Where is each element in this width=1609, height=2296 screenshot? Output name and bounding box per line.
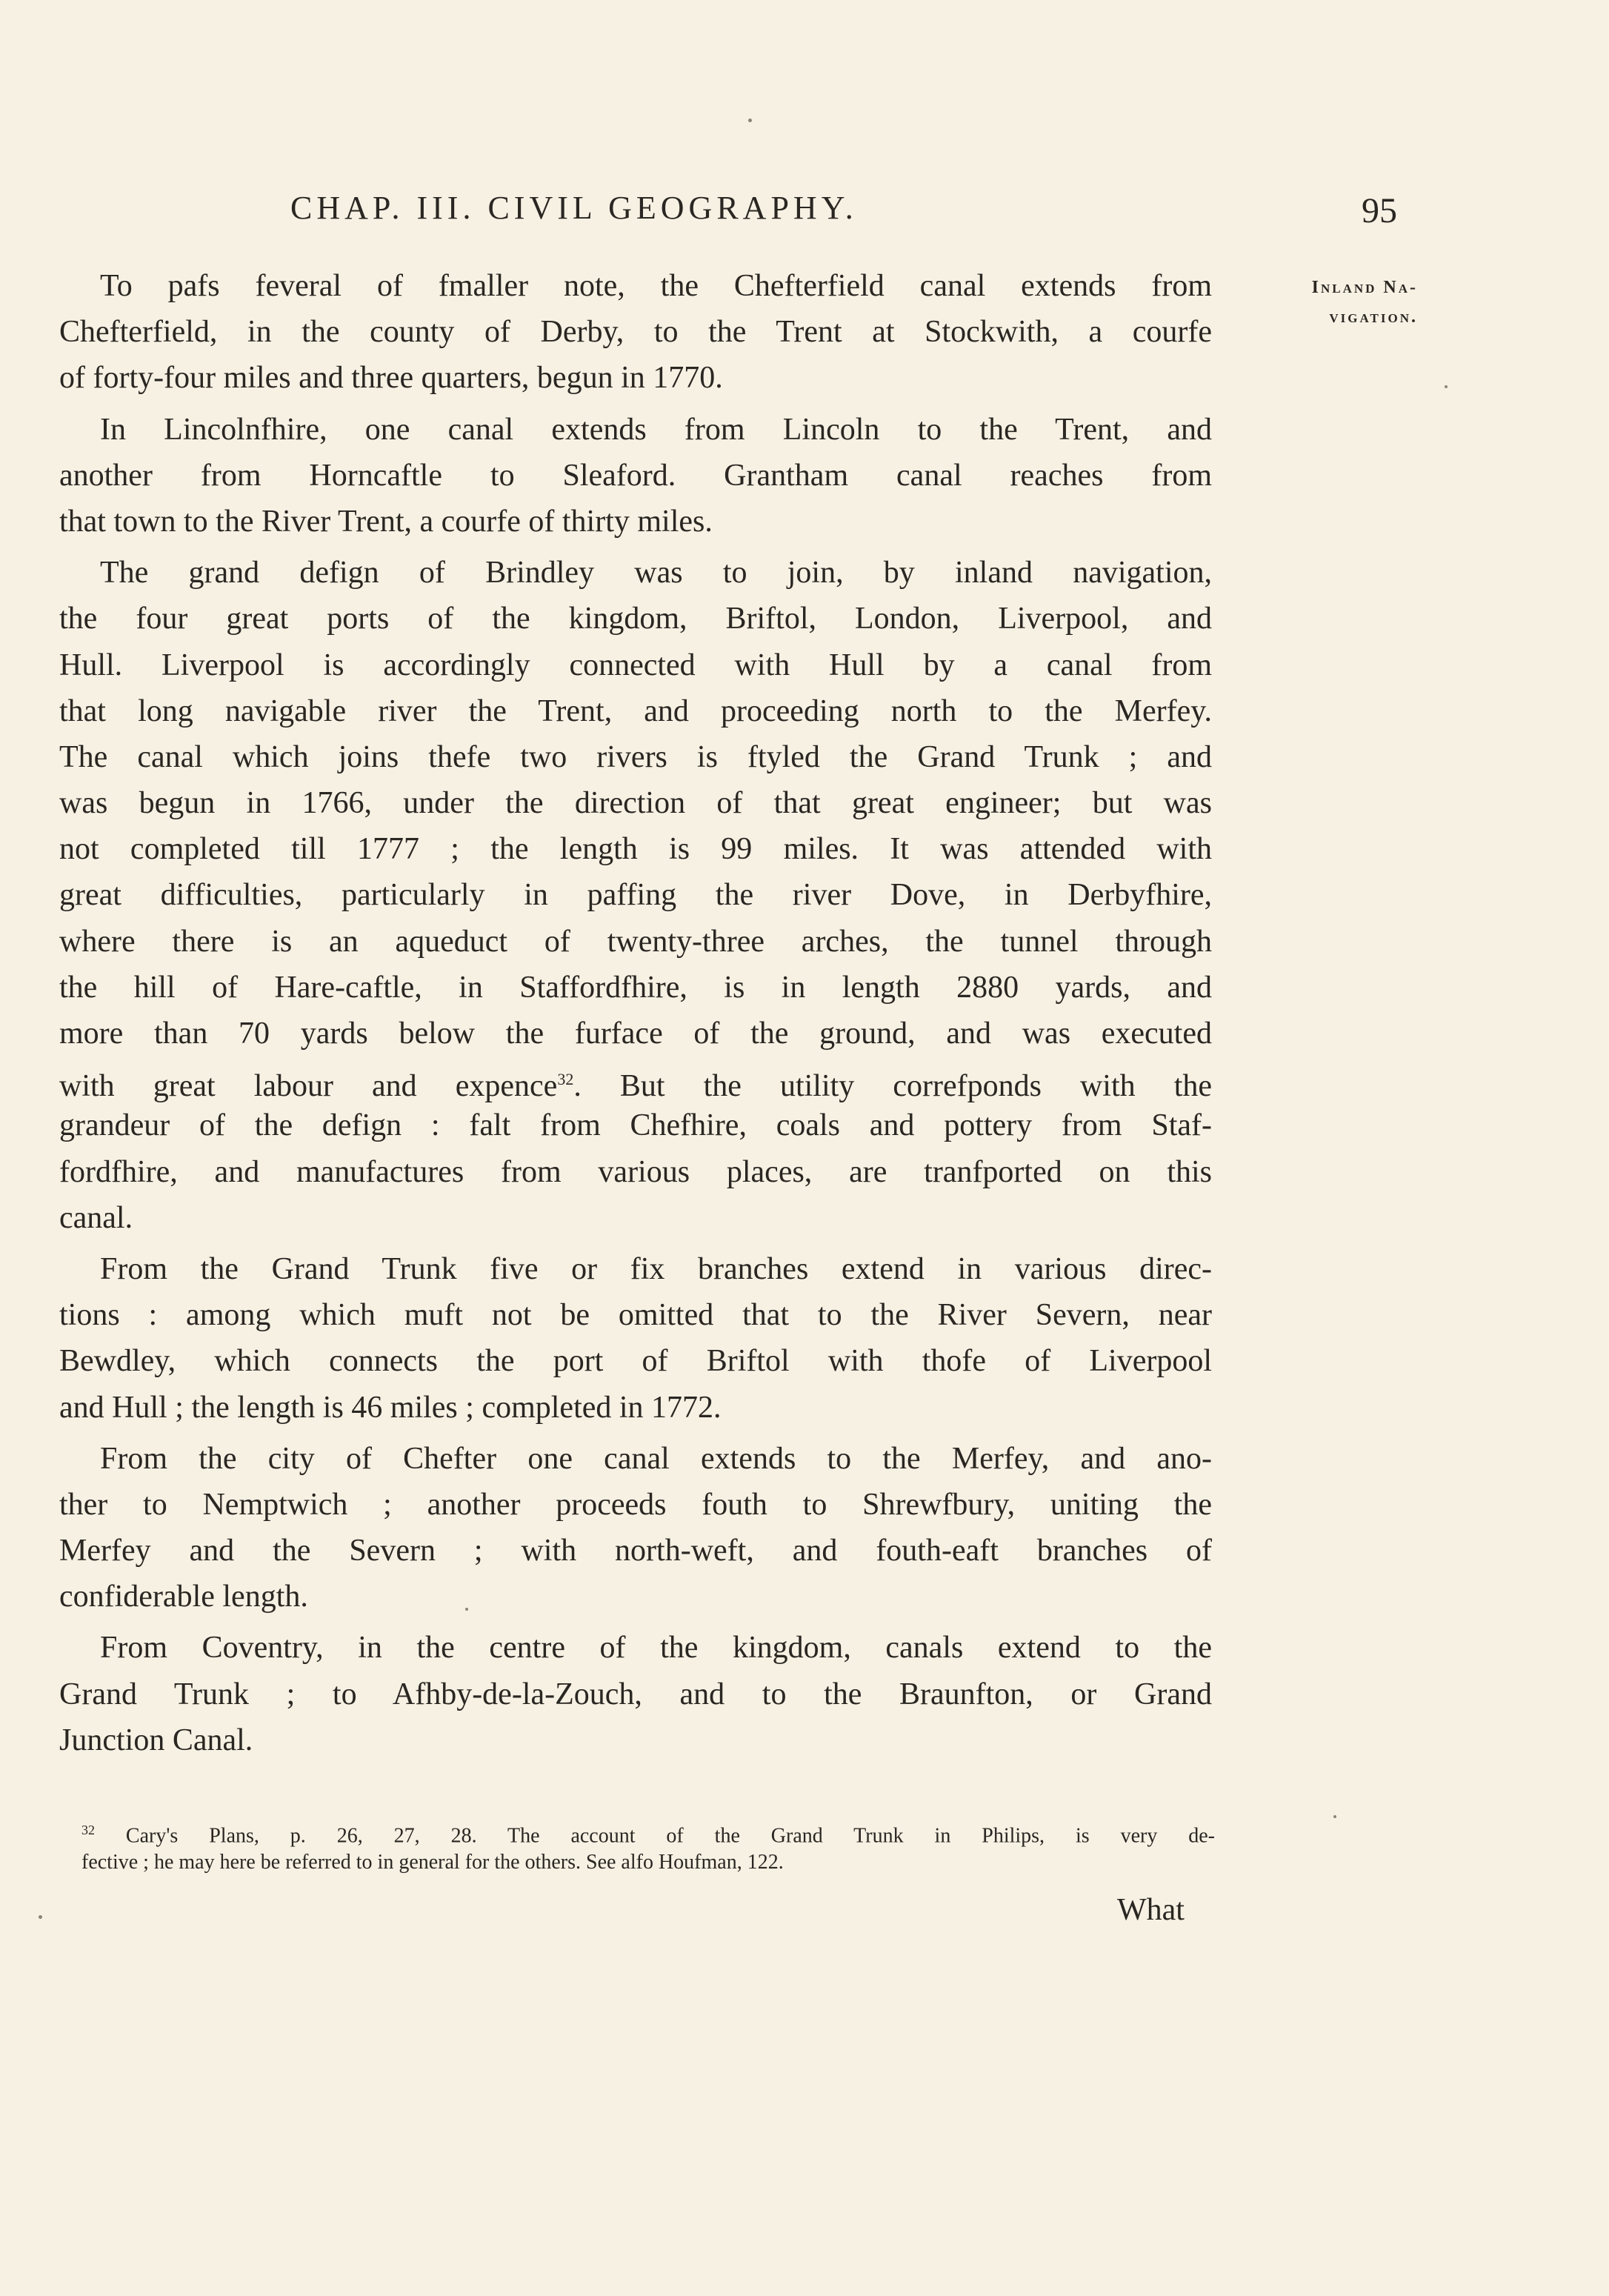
text-line: In Lincolnfhire, one canal extends from Lincoln to the Trent, and [100,412,1212,447]
text-line-with-footnote-ref [59,1057,1212,1102]
text-line: ther to Nemptwich ; another proceeds fouth to Shrewfbury, uniting the [59,1487,1212,1522]
text-line: Hull. Liverpool is accordingly connected with Hull by a canal from [59,648,1212,682]
margin-note-line-1: Inland Na- [1311,278,1418,297]
text-line: the four great ports of the kingdom, Briftol, London, Liverpool, and [59,602,1212,636]
footnote-marker: 32 [81,1823,95,1837]
footnote-line: fective ; he may here be referred to in general for the others. See alfo Houfman, 122. [81,1851,784,1874]
text-line: the hill of Hare-caftle, in Staffordfhire, is in length 2880 yards, and [59,970,1212,1005]
text-fragment: with great labour and expence [59,1069,558,1104]
footnote-text: Cary's Plans, p. 26, 27, 28. The account of the Grand Trunk in Philips, is very de- [125,1824,1215,1848]
text-line: Grand Trunk ; to Afhby-de-la-Zouch, and to the Braunfton, or Grand [59,1677,1212,1711]
text-line: where there is an aqueduct of twenty-three arches, the tunnel through [59,924,1212,959]
body-text [59,263,1212,1763]
text-line: To pafs feveral of fmaller note, the Chefterfield canal extends from [100,269,1212,303]
text-line: and Hull ; the length is 46 miles ; completed in 1772. [59,1390,722,1425]
text-line: more than 70 yards below the furface of the ground, and was executed [59,1016,1212,1051]
paper-speck [465,1608,468,1611]
text-line: From the city of Chefter one canal extends to the Merfey, and ano- [100,1441,1212,1476]
text-line: Junction Canal. [59,1723,253,1757]
text-line: that long navigable river the Trent, and proceeding north to the Merfey. [59,693,1212,728]
text-line: From Coventry, in the centre of the kingdom, canals extend to the [100,1631,1212,1666]
text-line: that town to the River Trent, a courfe of thirty miles. [59,504,713,539]
footnote [81,1814,1215,1879]
paper-speck [39,1915,42,1919]
text-line: another from Horncaftle to Sleaford. Grantham canal reaches from [59,458,1212,493]
text-line: fordfhire, and manufactures from various places, are tranfported on this [59,1154,1212,1189]
margin-note [1247,273,1418,332]
text-line: great difficulties, particularly in paffing the river Dove, in Derbyfhire, [59,878,1212,913]
text-line: was begun in 1766, under the direction of that great engineer; but was [59,786,1212,821]
text-line: Chefterfield, in the county of Derby, to the Trent at Stockwith, a courfe [59,315,1212,350]
text-line: tions : among which muft not be omitted that to the River Severn, near [59,1298,1212,1333]
footnote-reference: 32 [557,1070,574,1089]
running-head [0,189,1609,241]
text-fragment: . But the utility correfponds with the [573,1069,1212,1104]
text-line: of forty-four miles and three quarters, begun in 1770. [59,361,723,396]
margin-note-line-2: vigation. [1329,307,1418,327]
catchword: What [1117,1893,1185,1927]
footnote-line [81,1814,1215,1846]
text-line: The canal which joins thefe two rivers is ftyled the Grand Trunk ; and [59,739,1212,774]
text-line: From the Grand Trunk five or fix branches extend in various direc- [100,1251,1212,1286]
paper-speck [1333,1815,1336,1818]
text-line: grandeur of the defign : falt from Chefhire, coals and pottery from Staf- [59,1108,1212,1143]
text-line: Merfey and the Severn ; with north-weft, and fouth-eaft branches of [59,1534,1212,1568]
text-line: Bewdley, which connects the port of Briftol with thofe of Liverpool [59,1344,1212,1379]
text-line: not completed till 1777 ; the length is 99 miles. It was attended with [59,832,1212,867]
page-number: 95 [1362,191,1397,230]
paper-speck [1445,385,1448,388]
running-title: CHAP. III. CIVIL GEOGRAPHY. [290,190,858,226]
text-line: canal. [59,1200,133,1235]
text-line: The grand defign of Brindley was to join, by inland navigation, [100,556,1212,590]
paper-speck [748,119,752,122]
text-line: confiderable length. [59,1580,308,1614]
